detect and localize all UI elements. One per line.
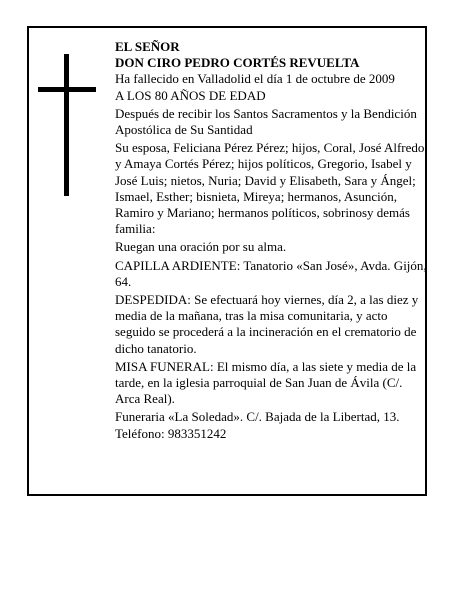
cross-vertical-bar <box>64 54 69 196</box>
family-paragraph: Su esposa, Feliciana Pérez Pérez; hijos, Coral, José Alfredo y Amaya Cortés Pérez; hijos políticos, Gregorio, Isabel y José Luis; nietos, Nuria; David y Elisabeth, Sara y Ángel; Ismael, Esther; bisnieta, Mireya; hermanos, Asunción, Ramiro y Mariano; hermanos políticos, sobrinosy demás familia: <box>115 140 425 237</box>
farewell-paragraph: DESPEDIDA: Se efectuará hoy viernes, día 2, a las diez y media de la mañana, tras la misa comunitaria, y acto seguido se procederá a la incineración en el crematorio de dicho tanatorio. <box>115 292 419 356</box>
cross-horizontal-bar <box>38 87 96 92</box>
age-line: A LOS 80 AÑOS DE EDAD <box>115 87 266 103</box>
mass-paragraph: MISA FUNERAL: El mismo día, a las siete y media de la tarde, en la iglesia parroquial de San Juan de Ávila (C/. Arca Real). <box>115 358 417 407</box>
prayer-line: Ruegan una oración por su alma. <box>115 239 287 255</box>
sacraments-line: Después de recibir los Santos Sacramentos y la Bendición Apostólica de Su Santidad <box>115 105 417 138</box>
funeral-home-paragraph: Funeraria «La Soledad». C/. Bajada de la Libertad, 13. Teléfono: 983351242 <box>115 409 400 441</box>
obituary-text <box>115 39 427 444</box>
deceased-name: DON CIRO PEDRO CORTÉS REVUELTA <box>115 55 360 71</box>
title-line: EL SEÑOR <box>115 39 180 54</box>
chapel-paragraph: CAPILLA ARDIENTE: Tanatorio «San José», Avda. Gijón, 64. <box>115 257 427 289</box>
death-line: Ha fallecido en Valladolid el día 1 de octubre de 2009 <box>115 71 395 87</box>
